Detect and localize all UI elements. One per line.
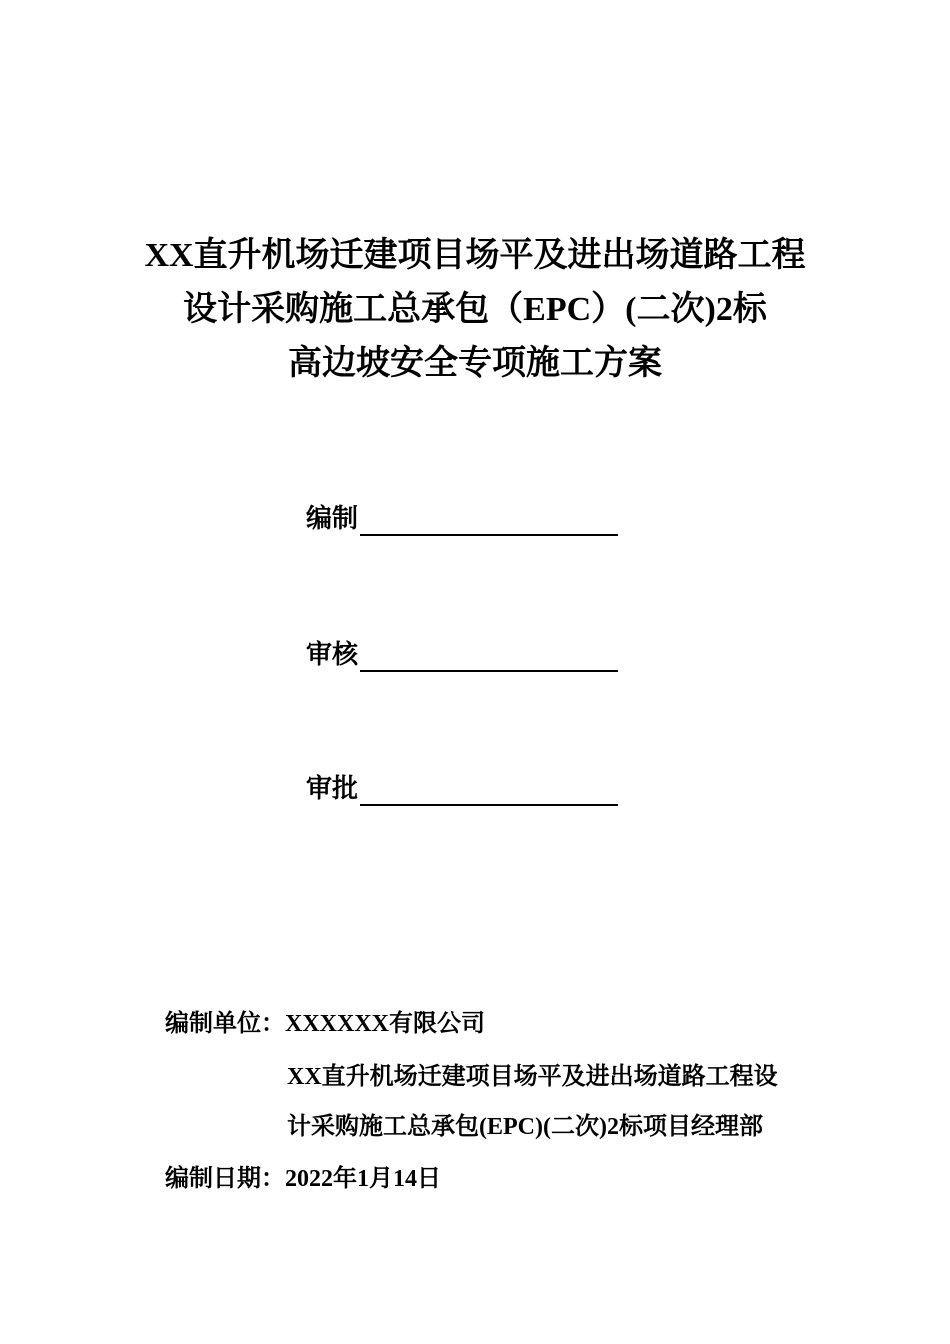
project-department-line-2: 计采购施工总承包(EPC)(二次)2标项目经理部 (287, 1114, 763, 1140)
signature-label-review: 审核 (306, 640, 359, 669)
compile-date: 编制日期：2022年1月14日 (165, 1166, 441, 1192)
signature-row-approve (306, 772, 618, 806)
document-title-line-3: 高边坡安全专项施工方案 (288, 345, 662, 382)
signature-line-review (360, 642, 618, 672)
signature-line-compile (360, 506, 618, 536)
signature-row-compile (306, 502, 618, 536)
project-department-line-1: XX直升机场迁建项目场平及进出场道路工程设 (287, 1064, 778, 1090)
document-title-line-2: 设计采购施工总承包（EPC）(二次)2标 (183, 291, 767, 328)
signature-label-approve: 审批 (306, 774, 359, 803)
signature-label-compile: 编制 (306, 504, 359, 533)
document-title-line-1: XX直升机场迁建项目场平及进出场道路工程 (144, 237, 806, 274)
compiling-unit: 编制单位：XXXXXX有限公司 (165, 1011, 485, 1037)
signature-row-review (306, 638, 618, 672)
signature-line-approve (360, 776, 618, 806)
